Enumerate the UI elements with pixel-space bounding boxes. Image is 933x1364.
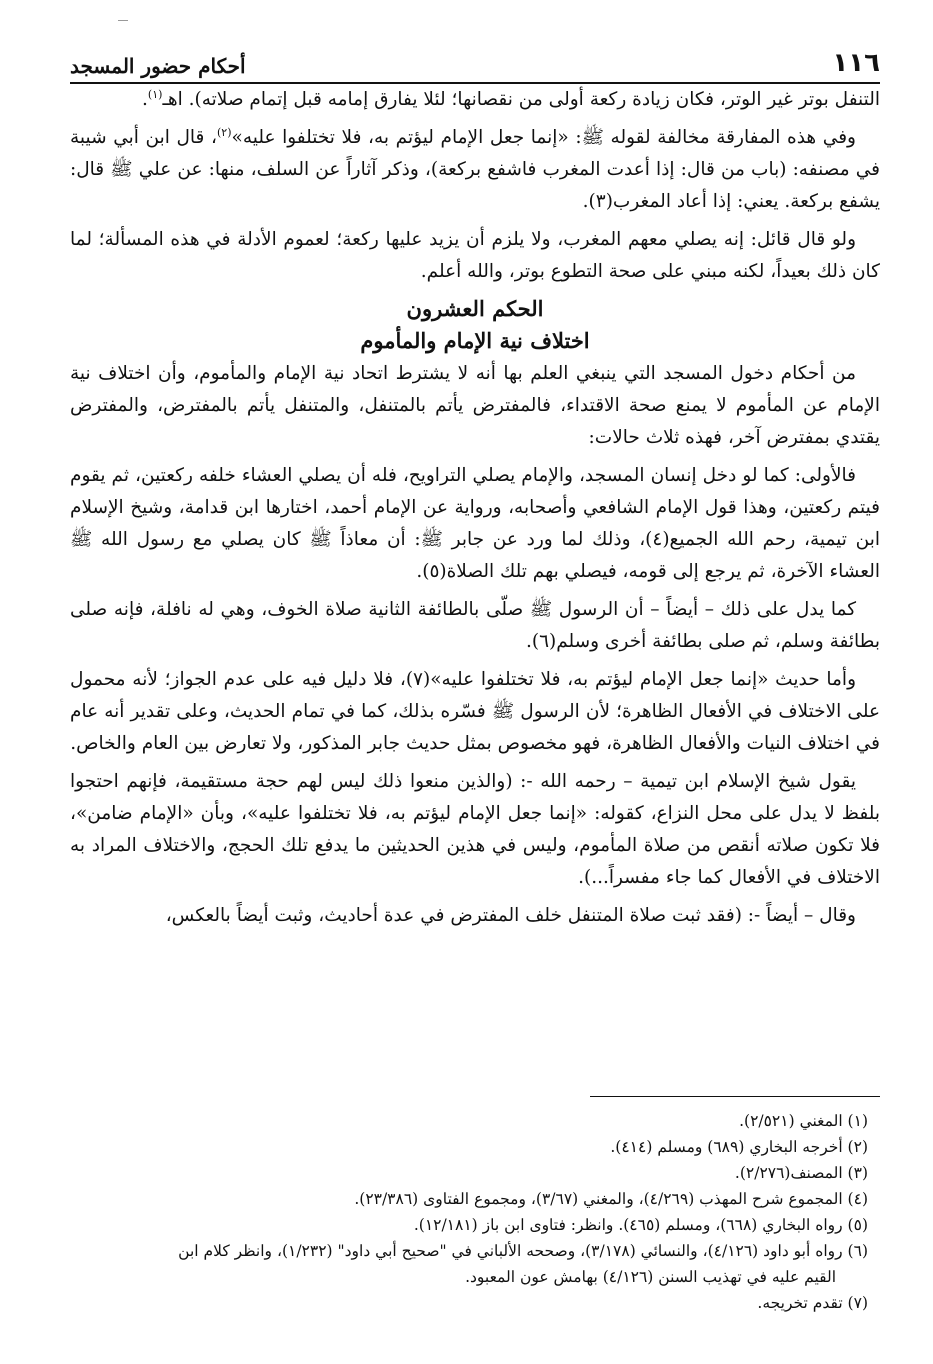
paragraph: ولو قال قائل: إنه يصلي معهم المغرب، ولا يلزم أن يزيد عليها ركعة؛ لعموم الأدلة في هذه المسألة؛ لما كان ذلك بعيداً، لكنه مبني على صحة التطوع بوتر، والله أعلم. <box>70 229 880 282</box>
paragraph: فالأولى: كما لو دخل إنسان المسجد، والإمام يصلي التراويح، فله أن يصلي العشاء خلفه ركعتين، ثم يقوم فيتم ركعتين، وهذا قول الإمام الشافعي وأصحابه، ورواية عن الإمام أحمد، اختارها ابن قدامة، وشيخ الإسلام ابن تيمية، رحم الله الجميع(٤)، وذلك لما ورد عن جابر ﷺ: أن معاذاً ﷺ كان يصلي مع رسول الله ﷺ العشاء الآخرة، ثم يرجع إلى قومه، فيصلي بهم تلك الصلاة(٥). <box>70 465 880 582</box>
paragraph: التنفل بوتر غير الوتر، فكان زيادة ركعة أولى من نقصانها؛ لئلا يفارق إمامه قبل إتمام صلاته). اهـ$^{(١)}$. <box>142 87 880 110</box>
footnote: (١) المغني (٢/٥٢١). <box>739 1112 868 1130</box>
footnote: (٥) رواه البخاري (٦٦٨)، ومسلم (٤٦٥). وانظر: فتاوى ابن باز (١٢/١٨١). <box>413 1216 868 1234</box>
section-heading-title: اختلاف نية الإمام والمأموم <box>360 328 590 353</box>
footnote: (٢) أخرجه البخاري (٦٨٩) ومسلم (٤١٤). <box>610 1138 868 1156</box>
footnote-divider <box>590 1096 880 1097</box>
book-page <box>70 20 880 1350</box>
footnote: (٦) رواه أبو داود (٤/١٢٦)، والنسائي (٣/١٧٨)، وصححه الألباني في "صحيح أبي داود" (١/٢٣٢)، وانظر كلام ابن <box>178 1242 868 1260</box>
paragraph: وفي هذه المفارقة مخالفة لقوله ﷺ: «إنما جعل الإمام ليؤتم به، فلا تختلفوا عليه»$^{(٢)}$، قال ابن أبي شيبة في مصنفه: (باب من قال: إذا أعدت المغرب فاشفع بركعة)، وذكر آثاراً عن السلف، منها: عن علي ﷺ قال: يشفع بركعة. يعني: إذا أعاد المغرب(٣). <box>70 125 880 212</box>
running-title: أحكام حضور المسجد <box>70 54 246 78</box>
paragraph: وأما حديث «إنما جعل الإمام ليؤتم به، فلا تختلفوا عليه»(٧)، فلا دليل فيه على عدم الجواز؛ لأنه محمول على الاختلاف في الأفعال الظاهرة؛ لأن الرسول ﷺ فسّره بذلك، كما في تمام الحديث، وعلى تقدير أنه عام في اختلاف النيات والأفعال الظاهرة، فهو مخصوص بمثل حديث جابر المذكور، ولا تعارض بين العام والخاص. <box>70 669 880 754</box>
footnote: (٤) المجموع شرح المهذب (٤/٢٦٩)، والمغني (٣/٦٧)، ومجموع الفتاوى (٢٣/٣٨٦). <box>354 1190 868 1208</box>
paragraph: يقول شيخ الإسلام ابن تيمية – رحمه الله -: (والذين منعوا ذلك ليس لهم حجة مستقيمة، فإنهم احتجوا بلفظ لا يدل على محل النزاع، كقوله: «إنما جعل الإمام ليؤتم به، فلا تختلفوا عليه»، وبأن «الإمام ضامن»، فلا تكون صلاته أنقص من صلاة المأموم، وليس في هذين الحديثين ما يدفع تلك الحجج، والاختلاف المراد به الاختلاف في الأفعال كما جاء مفسراً...). <box>70 771 880 888</box>
section-heading-number: الحكم العشرون <box>406 296 544 321</box>
paragraph: من أحكام دخول المسجد التي ينبغي العلم بها أنه لا يشترط اتحاد نية الإمام والمأموم، وأن اختلاف نية الإمام عن المأموم لا يمنع صحة الاقتداء، فالمفترض يأتم بالمتنفل، والمتنفل يأتم بالمفترض، والمفترض يقتدي بمفترض آخر، فهذه ثلاث حالات: <box>70 363 880 448</box>
paragraph: كما يدل على ذلك – أيضاً – أن الرسول ﷺ صلّى بالطائفة الثانية صلاة الخوف، وهي له نافلة، فإنه صلى بطائفة وسلم، ثم صلى بطائفة أخرى وسلم(٦). <box>70 599 880 652</box>
footnote: (٣) المصنف(٢/٢٧٦). <box>734 1164 868 1182</box>
page-header <box>70 38 880 84</box>
page-number: ١١٦ <box>832 48 880 78</box>
footnote: (٧) تقدم تخريجه. <box>757 1294 868 1312</box>
paragraph: وقال – أيضاً -: (فقد ثبت صلاة المتنفل خلف المفترض في عدة أحاديث، وثبت أيضاً بالعكس، <box>165 905 856 926</box>
footnotes <box>70 1108 880 1316</box>
footnote-continuation: القيم عليه في تهذيب السنن (٤/١٢٦) بهامش عون المعبود. <box>465 1268 836 1286</box>
body-text <box>70 84 880 938</box>
